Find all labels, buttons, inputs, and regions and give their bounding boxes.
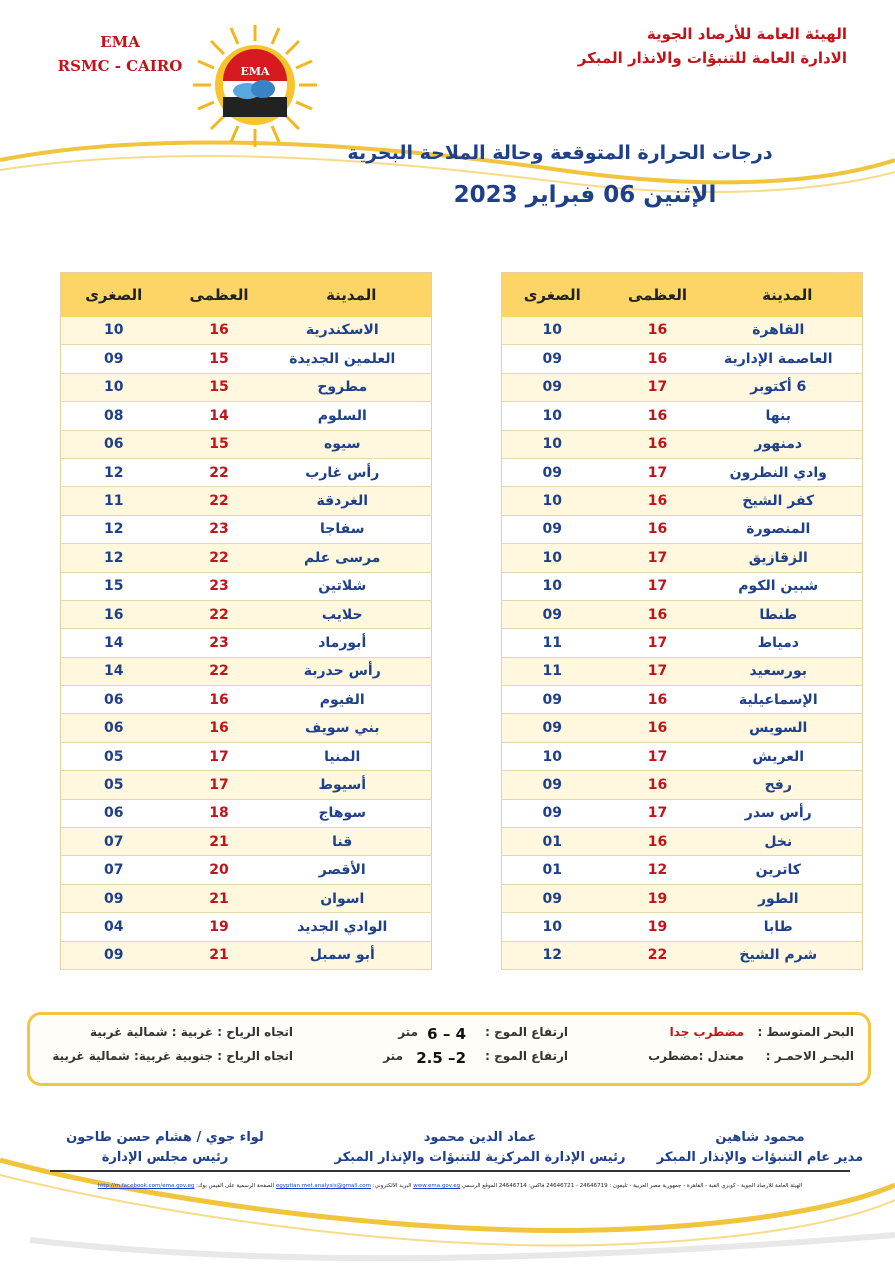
med-wind: اتجاه الرياح : غربية : شمالية غربية xyxy=(90,1025,293,1039)
table-row xyxy=(61,629,432,657)
column-header-max: العظمى xyxy=(167,273,272,317)
max-temp-cell: 16 xyxy=(603,686,713,714)
min-temp-cell: 15 xyxy=(61,572,167,600)
city-cell: سوهاج xyxy=(272,799,432,827)
max-temp-cell: 17 xyxy=(603,799,713,827)
max-temp-cell: 23 xyxy=(167,629,272,657)
city-cell: كفر الشيخ xyxy=(713,487,863,515)
max-temp-cell: 21 xyxy=(167,828,272,856)
table-row xyxy=(61,544,432,572)
min-temp-cell: 10 xyxy=(61,317,167,345)
city-cell: 6 أكتوبر xyxy=(713,373,863,401)
city-cell: المنيا xyxy=(272,742,432,770)
max-temp-cell: 21 xyxy=(167,941,272,969)
red-label: البحـر الاحمـر : xyxy=(765,1049,854,1063)
temperature-table-right xyxy=(501,272,863,970)
footer-site-link[interactable]: www.ema.gov.eg xyxy=(413,1183,461,1189)
table-row xyxy=(61,884,432,912)
min-temp-cell: 04 xyxy=(61,913,167,941)
max-temp-cell: 17 xyxy=(603,742,713,770)
min-temp-cell: 09 xyxy=(61,884,167,912)
signature-name: عماد الدين محمود xyxy=(423,1130,537,1145)
column-header-city: المدينة xyxy=(272,273,432,317)
red-state: معتدل :مضطرب xyxy=(648,1049,744,1063)
table-row xyxy=(502,430,863,458)
table-row xyxy=(502,458,863,486)
signature-role: مدير عام التنبؤات والإنذار المبكر xyxy=(656,1150,864,1165)
table-row xyxy=(61,458,432,486)
min-temp-cell: 16 xyxy=(61,600,167,628)
table-row xyxy=(502,345,863,373)
min-temp-cell: 06 xyxy=(61,714,167,742)
min-temp-cell: 14 xyxy=(61,629,167,657)
min-temp-cell: 10 xyxy=(502,913,603,941)
table-row xyxy=(61,941,432,969)
min-temp-cell: 08 xyxy=(61,402,167,430)
city-cell: بني سويف xyxy=(272,714,432,742)
table-row xyxy=(502,629,863,657)
city-cell: طابا xyxy=(713,913,863,941)
red-sea-row xyxy=(30,1049,868,1073)
min-temp-cell: 09 xyxy=(61,345,167,373)
city-cell: رفح xyxy=(713,771,863,799)
footer-contact xyxy=(40,1183,860,1189)
max-temp-cell: 17 xyxy=(603,572,713,600)
max-temp-cell: 16 xyxy=(603,600,713,628)
signature-role: رئيس مجلس الإدارة xyxy=(101,1150,229,1165)
min-temp-cell: 10 xyxy=(502,402,603,430)
city-cell: سفاجا xyxy=(272,515,432,543)
city-cell: أبو سمبل xyxy=(272,941,432,969)
max-temp-cell: 15 xyxy=(167,373,272,401)
max-temp-cell: 12 xyxy=(603,856,713,884)
max-temp-cell: 16 xyxy=(603,828,713,856)
table-row xyxy=(502,317,863,345)
max-temp-cell: 22 xyxy=(167,544,272,572)
table-row xyxy=(502,856,863,884)
city-cell: اسوان xyxy=(272,884,432,912)
table-row xyxy=(61,913,432,941)
city-cell: مطروح xyxy=(272,373,432,401)
table-row xyxy=(502,373,863,401)
org-arabic xyxy=(487,22,847,70)
table-header-row xyxy=(61,273,432,317)
min-temp-cell: 06 xyxy=(61,799,167,827)
table-row xyxy=(61,856,432,884)
forecast-date: الإثنين 06 فبراير 2023 xyxy=(453,182,717,208)
max-temp-cell: 22 xyxy=(167,487,272,515)
min-temp-cell: 11 xyxy=(502,629,603,657)
city-cell: شلاتين xyxy=(272,572,432,600)
city-cell: قنا xyxy=(272,828,432,856)
signature-name: محمود شاهين xyxy=(715,1130,805,1145)
max-temp-cell: 16 xyxy=(167,686,272,714)
table-row xyxy=(61,714,432,742)
min-temp-cell: 09 xyxy=(502,345,603,373)
table-row xyxy=(61,686,432,714)
table-row xyxy=(61,373,432,401)
table-row xyxy=(502,686,863,714)
city-cell: حلايب xyxy=(272,600,432,628)
min-temp-cell: 09 xyxy=(502,373,603,401)
ema-sun-logo xyxy=(185,25,325,155)
page-title: درجات الحرارة المتوقعة وحالة الملاحة البحرية xyxy=(347,142,773,164)
city-cell: طنطا xyxy=(713,600,863,628)
red-wave-label: ارتفاع الموج : xyxy=(485,1049,568,1063)
min-temp-cell: 10 xyxy=(502,742,603,770)
city-cell: شبين الكوم xyxy=(713,572,863,600)
table-row xyxy=(502,600,863,628)
med-wave-label: ارتفاع الموج : xyxy=(485,1025,568,1039)
city-cell: المنصورة xyxy=(713,515,863,543)
min-temp-cell: 12 xyxy=(61,544,167,572)
min-temp-cell: 09 xyxy=(502,884,603,912)
table-row xyxy=(61,572,432,600)
table-row xyxy=(502,742,863,770)
org-english-line1: EMA xyxy=(100,33,140,51)
min-temp-cell: 09 xyxy=(502,600,603,628)
signature-forecast-director xyxy=(655,1128,865,1168)
city-cell: الغردقة xyxy=(272,487,432,515)
min-temp-cell: 10 xyxy=(502,572,603,600)
signature-role: رئيس الإدارة المركزية للتنبؤات والإنذار المبكر xyxy=(334,1150,626,1165)
table-row xyxy=(502,714,863,742)
table-row xyxy=(61,402,432,430)
city-cell: أبورماد xyxy=(272,629,432,657)
logo-text: EMA xyxy=(240,65,270,78)
max-temp-cell: 22 xyxy=(167,657,272,685)
table-row xyxy=(61,345,432,373)
city-cell: الطور xyxy=(713,884,863,912)
max-temp-cell: 16 xyxy=(603,515,713,543)
signature-name: لواء جوي / هشام حسن طاحون xyxy=(66,1130,264,1145)
city-cell: بنها xyxy=(713,402,863,430)
min-temp-cell: 09 xyxy=(502,515,603,543)
city-cell: شرم الشيخ xyxy=(713,941,863,969)
min-temp-cell: 09 xyxy=(502,458,603,486)
org-arabic-line2: الادارة العامة للتنبؤات والانذار المبكر xyxy=(577,49,847,67)
table-row xyxy=(61,828,432,856)
min-temp-cell: 01 xyxy=(502,828,603,856)
table-row xyxy=(502,828,863,856)
table-row xyxy=(61,742,432,770)
city-cell: دمياط xyxy=(713,629,863,657)
max-temp-cell: 17 xyxy=(167,771,272,799)
city-cell: الإسماعيلية xyxy=(713,686,863,714)
min-temp-cell: 06 xyxy=(61,686,167,714)
table-row xyxy=(61,515,432,543)
footer-email-link[interactable]: egyptian.met.analysis@gmail.com xyxy=(275,1183,371,1189)
min-temp-cell: 06 xyxy=(61,430,167,458)
max-temp-cell: 16 xyxy=(603,714,713,742)
city-cell: السويس xyxy=(713,714,863,742)
max-temp-cell: 21 xyxy=(167,884,272,912)
city-cell: الزقازيق xyxy=(713,544,863,572)
table-row xyxy=(502,799,863,827)
min-temp-cell: 09 xyxy=(502,714,603,742)
column-header-min: الصغرى xyxy=(61,273,167,317)
min-temp-cell: 10 xyxy=(502,487,603,515)
table-row xyxy=(61,657,432,685)
min-temp-cell: 07 xyxy=(61,856,167,884)
mediterranean-row xyxy=(30,1025,868,1049)
max-temp-cell: 16 xyxy=(603,345,713,373)
max-temp-cell: 22 xyxy=(167,600,272,628)
city-cell: الوادي الجديد xyxy=(272,913,432,941)
med-wave-unit: متر xyxy=(398,1025,418,1039)
max-temp-cell: 22 xyxy=(603,941,713,969)
city-cell: أسيوط xyxy=(272,771,432,799)
max-temp-cell: 23 xyxy=(167,572,272,600)
city-cell: سيوه xyxy=(272,430,432,458)
footer-facebook-link[interactable]: http://m.facebook.com/ema.gov.eg xyxy=(97,1183,195,1189)
max-temp-cell: 16 xyxy=(167,714,272,742)
footer-divider xyxy=(50,1170,850,1172)
max-temp-cell: 17 xyxy=(167,742,272,770)
max-temp-cell: 16 xyxy=(603,430,713,458)
city-cell: كاترين xyxy=(713,856,863,884)
max-temp-cell: 14 xyxy=(167,402,272,430)
city-cell: نخل xyxy=(713,828,863,856)
city-cell: القاهرة xyxy=(713,317,863,345)
red-wave-value: 2– 2.5 xyxy=(416,1049,466,1067)
city-cell: العلمين الجديدة xyxy=(272,345,432,373)
table-row xyxy=(61,487,432,515)
table-row xyxy=(502,572,863,600)
org-english-line2: RSMC - CAIRO xyxy=(57,57,183,75)
min-temp-cell: 05 xyxy=(61,742,167,770)
signature-chairman xyxy=(60,1128,270,1168)
city-cell: رأس غارب xyxy=(272,458,432,486)
temperature-table-left xyxy=(60,272,432,970)
table-row xyxy=(61,771,432,799)
min-temp-cell: 10 xyxy=(502,317,603,345)
table-row xyxy=(502,913,863,941)
max-temp-cell: 22 xyxy=(167,458,272,486)
min-temp-cell: 12 xyxy=(502,941,603,969)
city-cell: رأس سدر xyxy=(713,799,863,827)
table-row xyxy=(502,515,863,543)
table-header-row xyxy=(502,273,863,317)
max-temp-cell: 19 xyxy=(603,884,713,912)
max-temp-cell: 23 xyxy=(167,515,272,543)
min-temp-cell: 14 xyxy=(61,657,167,685)
column-header-max: العظمى xyxy=(603,273,713,317)
city-cell: الاسكندرية xyxy=(272,317,432,345)
min-temp-cell: 01 xyxy=(502,856,603,884)
city-cell: العاصمة الإدارية xyxy=(713,345,863,373)
city-cell: رأس حدربة xyxy=(272,657,432,685)
max-temp-cell: 19 xyxy=(603,913,713,941)
min-temp-cell: 05 xyxy=(61,771,167,799)
city-cell: العريش xyxy=(713,742,863,770)
org-english xyxy=(40,30,200,78)
table-row xyxy=(502,544,863,572)
city-cell: الفيوم xyxy=(272,686,432,714)
min-temp-cell: 09 xyxy=(61,941,167,969)
min-temp-cell: 11 xyxy=(61,487,167,515)
sea-conditions-box xyxy=(27,1012,871,1086)
max-temp-cell: 18 xyxy=(167,799,272,827)
max-temp-cell: 17 xyxy=(603,657,713,685)
min-temp-cell: 12 xyxy=(61,515,167,543)
city-cell: بورسعيد xyxy=(713,657,863,685)
max-temp-cell: 17 xyxy=(603,629,713,657)
max-temp-cell: 15 xyxy=(167,430,272,458)
table-row xyxy=(502,487,863,515)
city-cell: وادي النطرون xyxy=(713,458,863,486)
footer-address: الهيئة العامة للأرصاد الجوية - كوبري القبة - القاهرة - جمهورية مصر العربية - تليفون : 24646719 - 24646721 فاكس: 24646714 الموقع الرسمي xyxy=(461,1183,803,1189)
max-temp-cell: 16 xyxy=(603,317,713,345)
med-label: البحر المتوسط : xyxy=(757,1025,854,1039)
column-header-city: المدينة xyxy=(713,273,863,317)
min-temp-cell: 11 xyxy=(502,657,603,685)
max-temp-cell: 16 xyxy=(603,771,713,799)
red-wave-unit: متر xyxy=(383,1049,403,1063)
min-temp-cell: 09 xyxy=(502,771,603,799)
city-cell: دمنهور xyxy=(713,430,863,458)
min-temp-cell: 10 xyxy=(502,430,603,458)
signature-central-head xyxy=(330,1128,630,1168)
footer-email-label: البريد الالكتروني: xyxy=(372,1183,412,1189)
table-row xyxy=(502,402,863,430)
min-temp-cell: 07 xyxy=(61,828,167,856)
table-row xyxy=(502,941,863,969)
max-temp-cell: 17 xyxy=(603,458,713,486)
table-row xyxy=(61,317,432,345)
max-temp-cell: 16 xyxy=(167,317,272,345)
min-temp-cell: 10 xyxy=(61,373,167,401)
min-temp-cell: 12 xyxy=(61,458,167,486)
max-temp-cell: 16 xyxy=(603,402,713,430)
city-cell: السلوم xyxy=(272,402,432,430)
max-temp-cell: 17 xyxy=(603,373,713,401)
min-temp-cell: 09 xyxy=(502,686,603,714)
max-temp-cell: 15 xyxy=(167,345,272,373)
red-wind: اتجاه الرياح : جنوبية غربية: شمالية غربية xyxy=(52,1049,293,1063)
footer-facebook-label: الصفحة الرسمية على الفيس بوك: xyxy=(196,1183,275,1189)
max-temp-cell: 20 xyxy=(167,856,272,884)
table-row xyxy=(61,799,432,827)
max-temp-cell: 19 xyxy=(167,913,272,941)
column-header-min: الصغرى xyxy=(502,273,603,317)
org-arabic-line1: الهيئة العامة للأرصاد الجوية xyxy=(646,25,847,43)
table-row xyxy=(502,771,863,799)
table-row xyxy=(502,884,863,912)
min-temp-cell: 10 xyxy=(502,544,603,572)
table-row xyxy=(61,600,432,628)
med-wave-value: 4 – 6 xyxy=(427,1025,466,1043)
max-temp-cell: 16 xyxy=(603,487,713,515)
city-cell: مرسى علم xyxy=(272,544,432,572)
table-row xyxy=(61,430,432,458)
min-temp-cell: 09 xyxy=(502,799,603,827)
med-state: مضطرب جدا xyxy=(669,1025,744,1039)
max-temp-cell: 17 xyxy=(603,544,713,572)
table-row xyxy=(502,657,863,685)
city-cell: الأقصر xyxy=(272,856,432,884)
